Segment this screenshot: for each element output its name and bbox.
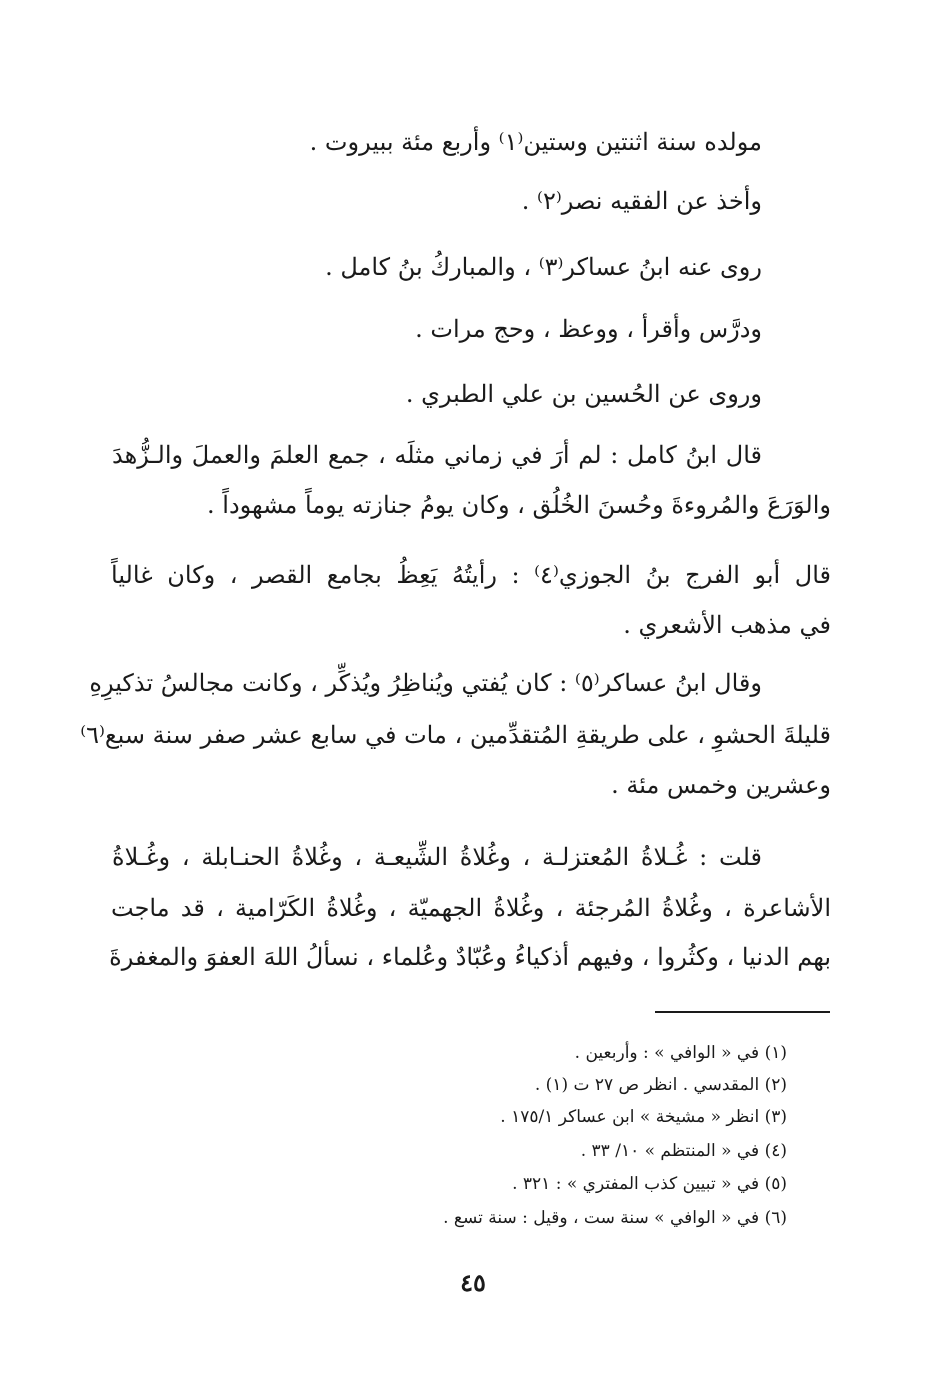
text-line: قال أبو الفرج بنُ الجوزي⁽٤⁾ : رأيتُهُ يَعِظُ بجامع القصر ، وكان غالياً xyxy=(111,561,831,589)
footnote: (١) في « الوافي » : وأربعين . xyxy=(574,1043,787,1063)
footnote: (٣) انظر « مشيخة » ابن عساكر ١٧٥/١ . xyxy=(500,1107,787,1127)
text-line: قليلةَ الحشوِ ، على طريقةِ المُتقدِّمين ، مات في سابع عشر صفر سنة سبع⁽٦⁾ xyxy=(80,721,831,749)
text-line: روى عنه ابنُ عساكر⁽٣⁾ ، والمباركُ بنُ كامل . xyxy=(325,253,762,281)
text-line: وأخذ عن الفقيه نصر⁽٢⁾ . xyxy=(521,187,762,215)
page-number: ٤٥ xyxy=(460,1268,486,1297)
footnote: (٤) في « المنتظم » ١٠/ ٣٣ . xyxy=(580,1141,787,1161)
text-line: الأشاعرة ، وغُلاةُ المُرجئة ، وغُلاةُ الجهميّة ، وغُلاةُ الكَرّامية ، قد ماجت xyxy=(111,894,831,922)
text-line: ودرَّس وأقرأ ، ووعظ ، وحج مرات . xyxy=(415,315,762,343)
footnote: (٢) المقدسي . انظر ص ٢٧ ت (١) . xyxy=(534,1075,787,1095)
text-line: وعشرين وخمس مئة . xyxy=(611,771,831,799)
text-line: مولده سنة اثنتين وستين⁽١⁾ وأربع مئة ببيروت . xyxy=(309,128,762,156)
footnote: (٦) في « الوافي » سنة ست ، وقيل : سنة تسع . xyxy=(443,1208,787,1228)
text-line: وروى عن الحُسين بن علي الطبري . xyxy=(405,380,762,408)
text-line: قلت : غُـلاةُ المُعتزلـة ، وغُلاةُ الشِّيعـة ، وغُلاةُ الحنـابلة ، وغُـلاةُ xyxy=(112,843,762,871)
text-line: قال ابنُ كامل : لم أرَ في زماني مثلَه ، جمع العلمَ والعملَ والـزُّهدَ xyxy=(112,441,762,469)
text-line: والوَرَعَ والمُروءةَ وحُسنَ الخُلُق ، وكان يومُ جنازته يوماً مشهوداً . xyxy=(207,491,831,519)
footnote-divider xyxy=(655,1011,830,1013)
text-line: في مذهب الأشعري . xyxy=(623,611,831,639)
text-line: وقال ابنُ عساكر⁽٥⁾ : كان يُفتي ويُناظِرُ ويُذكِّر ، وكانت مجالسُ تذكيرِهِ xyxy=(89,669,762,697)
text-line: بهم الدنيا ، وكثُروا ، وفيهم أذكياءُ وعُبّادٌ وعُلماء ، نسألُ اللهَ العفوَ والمغفرةَ xyxy=(109,943,831,971)
footnote: (٥) في « تبيين كذب المفتري » : ٣٢١ . xyxy=(512,1174,787,1194)
